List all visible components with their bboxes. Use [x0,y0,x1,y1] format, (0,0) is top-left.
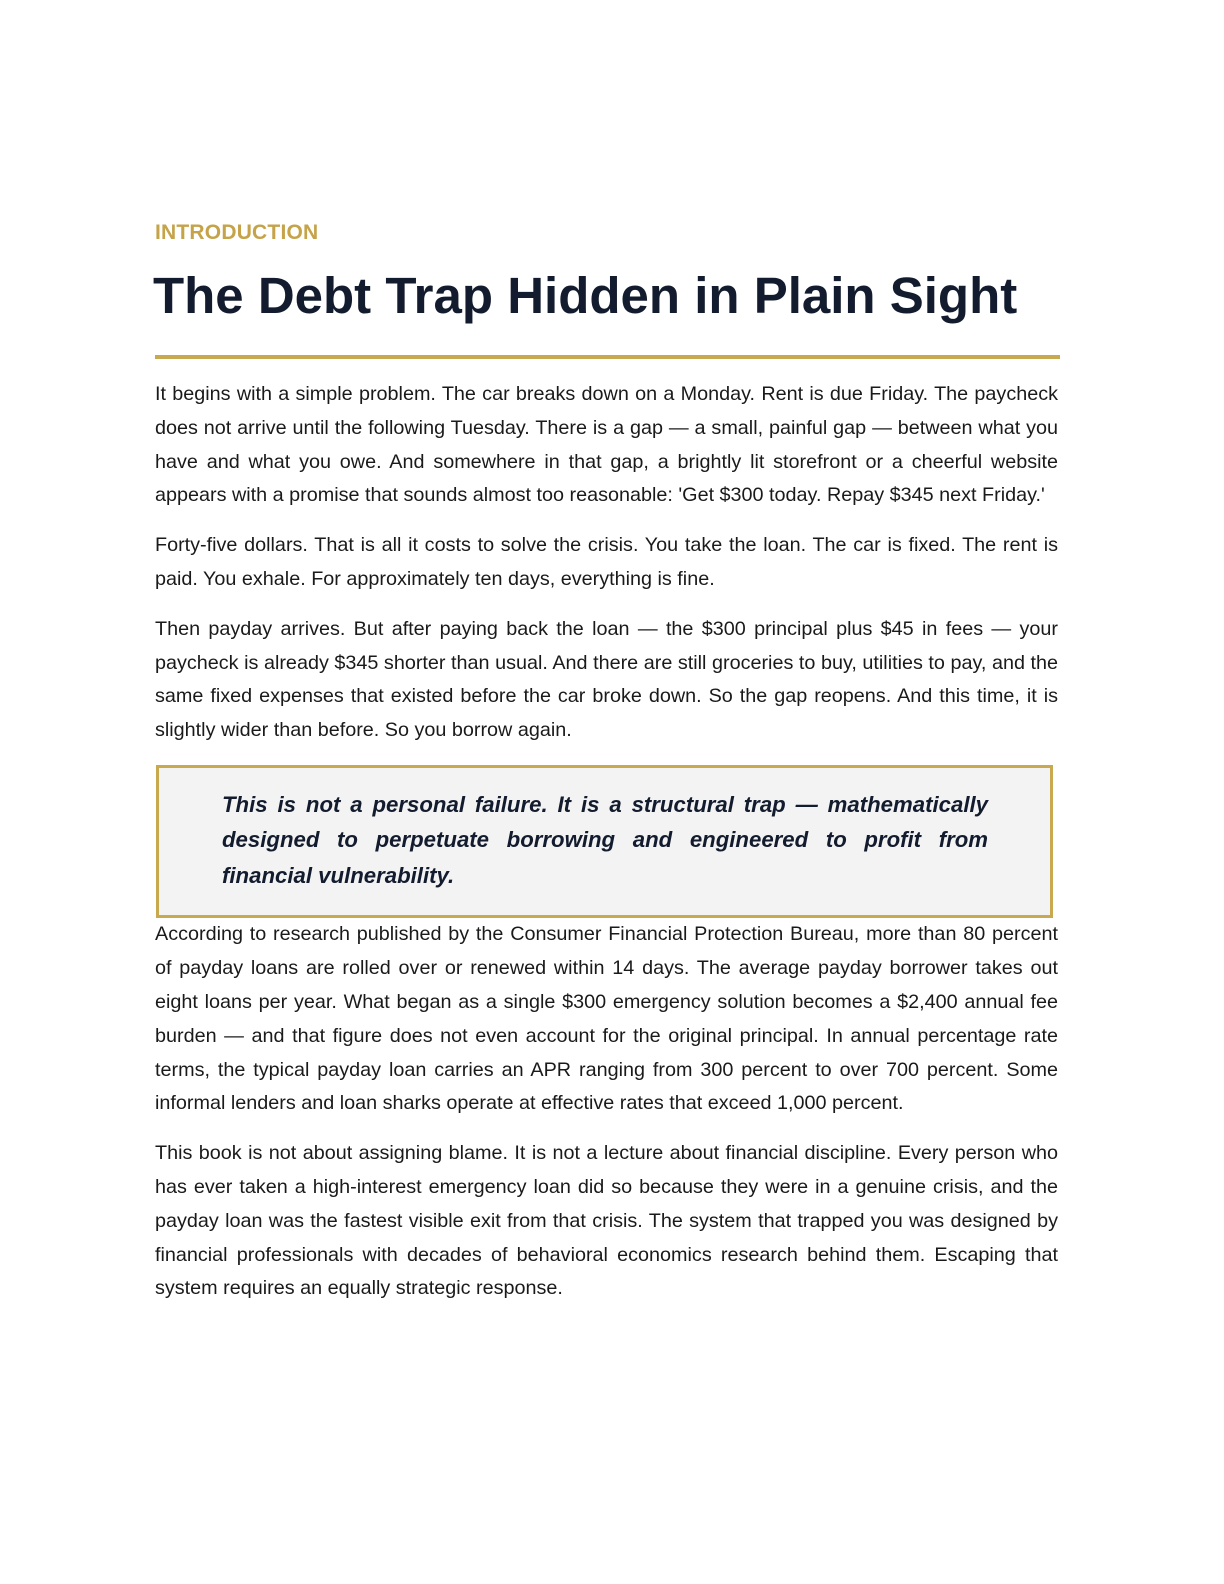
body-paragraph-3: Then payday arrives. But after paying back the loan — the $300 principal plus $45 in fees — your paycheck is already $345 shorter than usual. And there are still groceries to buy, utilities to pay, and the same fixed expenses that existed before the car broke down. So the gap reopens. And this time, it is slightly wider than before. So you borrow again. [155,617,1058,742]
page-title: The Debt Trap Hidden in Plain Sight [153,267,1018,324]
pull-quote-text: This is not a personal failure. It is a structural trap — mathematically designed to perpetuate borrowing and engineered to profit from financial vulnerability. [222,791,988,888]
body-paragraph-5: This book is not about assigning blame. It is not a lecture about financial discipline. Every person who has ever taken a high-interest emergency loan did so because they were in a genuine crisis, and the payday loan was the fastest visible exit from that crisis. The system that trapped you was designed by financial professionals with decades of behavioral economics research behind them. Escaping that system requires an equally strategic response. [155,1142,1058,1300]
title-divider [155,355,1060,359]
pull-quote-box [156,765,1053,919]
section-label: INTRODUCTION [155,221,319,244]
body-paragraph-2: Forty-five dollars. That is all it costs to solve the crisis. You take the loan. The car is fixed. The rent is paid. You exhale. For approximately ten days, everything is fine. [155,534,1058,590]
body-paragraph-1: It begins with a simple problem. The car breaks down on a Monday. Rent is due Friday. The paycheck does not arrive until the following Tuesday. There is a gap — a small, painful gap — between what you have and what you owe. And somewhere in that gap, a brightly lit storefront or a cheerful website appears with a promise that sounds almost too reasonable: 'Get $300 today. Repay $345 next Friday.' [155,383,1058,507]
body-paragraph-4: According to research published by the Consumer Financial Protection Bureau, more than 80 percent of payday loans are rolled over or renewed within 14 days. The average payday borrower takes out eight loans per year. What began as a single $300 emergency solution becomes a $2,400 annual fee burden — and that figure does not even account for the original principal. In annual percentage rate terms, the typical payday loan carries an APR ranging from 300 percent to over 700 percent. Some informal lenders and loan sharks operate at effective rates that exceed 1,000 percent. [155,923,1058,1115]
document-page [155,220,1058,1306]
